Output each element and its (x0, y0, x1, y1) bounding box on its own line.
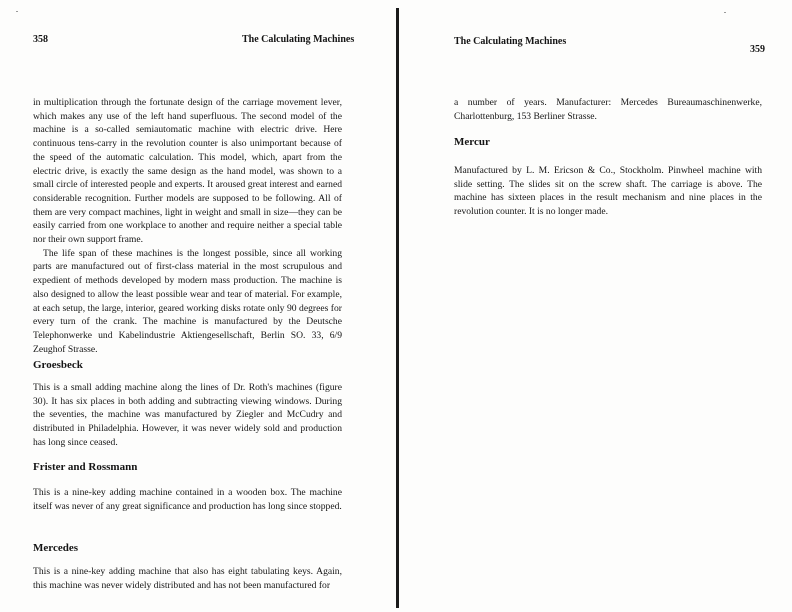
scan-speck (16, 11, 18, 12)
section-text-groesbeck (33, 381, 342, 450)
page-number: 358 (33, 34, 48, 45)
right-page (399, 0, 792, 612)
paragraph: This is a nine-key adding machine contained in a wooden box. The machine itself was never of any great significance and production has long since stopped. (33, 487, 342, 512)
section-heading-groesbeck: Groesbeck (33, 359, 83, 371)
section-text-mercedes (33, 565, 342, 592)
page-number: 359 (750, 44, 765, 55)
lifespan-paragraph: The life span of these machines is the longest possible, since all working parts are manufactured out of first-class material in the most scrupulous and expedient of methods developed by modern mass production. The machine is also designed to allow the least possible wear and tear of material. For example, at each setup, the large, interior, geared working disks rotate only 90 degrees for every turn of the crank. The machine is manufactured by the Deutsche Telephonwerke und Kabelindustrie Aktiengesellschaft, Berlin SO. 33, 6/9 Zeughof Strasse. (33, 247, 342, 355)
paragraph: Manufactured by L. M. Ericson & Co., Stockholm. Pinwheel machine with slide setting. The slides sit on the screw shaft. The carriage is above. The machine has sixteen places in the result mechanism and nine places in the revolution counter. It is no longer made. (454, 165, 762, 218)
continuation-text (454, 96, 762, 123)
running-head: The Calculating Machines (454, 36, 567, 47)
body-paragraphs (33, 96, 342, 356)
section-text-frister-and-rossmann (33, 486, 342, 513)
continuation-paragraph: a number of years. Manufacturer: Mercedes Bureaumaschinenwerke, Charlottenburg, 153 Berliner Strasse. (454, 97, 762, 122)
section-heading-mercedes: Mercedes (33, 542, 78, 554)
continuation-paragraph: in multiplication through the fortunate design of the carriage movement lever, which makes any use of the left hand superfluous. The second model of the machine is a so-called semiautomatic machine with electric drive. Here continuous tens-carry in the revolution counter is also unimportant because of the speed of the automatic calculation. This model, which, apart from the electric drive, is exactly the same design as the hand model, was shown to a small circle of interested people and experts. It aroused great interest and earned considerable recognition. Further models are supposed to be following. All of them are very compact machines, light in weight and small in size—they can be easily carried from one workplace to another and require neither a special table nor their own support frame. (33, 97, 342, 246)
running-head: The Calculating Machines (242, 34, 355, 45)
section-heading-frister-and-rossmann: Frister and Rossmann (33, 461, 138, 473)
scan-speck (724, 12, 726, 13)
paragraph: This is a small adding machine along the lines of Dr. Roth's machines (figure 30). It has six places in both adding and subtracting viewing windows. During the seventies, the machine was manufactured by Ziegler and McCudry and distributed in Philadelphia. However, it was never widely sold and production has long since ceased. (33, 382, 342, 448)
section-text-mercur (454, 164, 762, 219)
paragraph: This is a nine-key adding machine that also has eight tabulating keys. Again, this machine was never widely distributed and has not been manufactured for (33, 566, 342, 591)
section-heading-mercur: Mercur (454, 136, 490, 148)
